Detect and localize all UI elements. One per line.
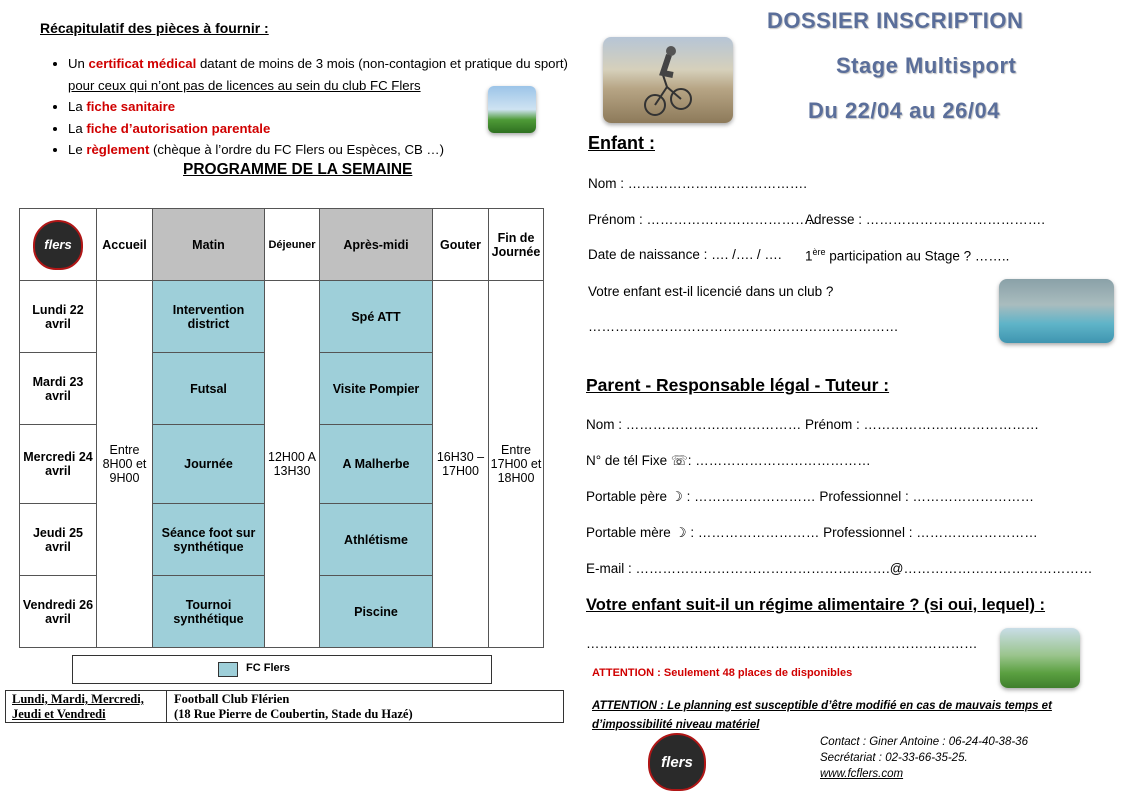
matin-cell: Tournoi synthétique bbox=[153, 576, 265, 648]
divider bbox=[166, 691, 167, 722]
footer-club bbox=[174, 692, 554, 722]
parent-heading: Parent - Responsable légal - Tuteur : bbox=[586, 375, 890, 395]
day-cell: Mardi 23 avril bbox=[20, 353, 97, 425]
header-accueil: Accueil bbox=[97, 209, 153, 281]
contact-text: Contact : Giner Antoine : 06-24-40-38-36 bbox=[820, 736, 1028, 748]
legend-label: FC Flers bbox=[246, 662, 291, 674]
participation-field[interactable]: 1ère participation au Stage ? …….. bbox=[805, 247, 1010, 264]
day-cell: Mercredi 24 avril bbox=[20, 425, 97, 504]
matin-cell: Futsal bbox=[153, 353, 265, 425]
apres-midi-cell: Athlétisme bbox=[320, 504, 433, 576]
day-cell: Lundi 22 avril bbox=[20, 281, 97, 353]
header-gouter: Gouter bbox=[433, 209, 489, 281]
secretariat-text: Secrétariat : 02-33-66-35-25. bbox=[820, 752, 968, 764]
licencie-question: Votre enfant est-il licencié dans un club ? bbox=[588, 284, 834, 299]
cyclist-icon bbox=[603, 37, 733, 123]
licencie-answer-field[interactable]: …………………………………………………………… bbox=[588, 319, 899, 334]
website-link[interactable]: www.fcflers.com bbox=[820, 768, 904, 780]
apres-midi-cell: Piscine bbox=[320, 576, 433, 648]
apres-midi-cell: A Malherbe bbox=[320, 425, 433, 504]
email-field[interactable]: E-mail : …………………………………………..…….@…………………………………… bbox=[586, 561, 1093, 576]
portable-mere-field[interactable]: Portable mère ☽ : ……………………… Professionnel : ……………………… bbox=[586, 525, 1038, 540]
header-dejeuner: Déjeuner bbox=[265, 209, 320, 281]
dejeuner-cell: 12H00 A 13H30 bbox=[265, 281, 320, 648]
fin-cell: Entre 17H00 et 18H00 bbox=[489, 281, 544, 648]
header-fin-journee: Fin de Journée bbox=[489, 209, 544, 281]
dossier-title: DOSSIER INSCRIPTION bbox=[767, 8, 1024, 33]
gouter-cell: 16H30 – 17H00 bbox=[433, 281, 489, 648]
day-cell: Jeudi 25 avril bbox=[20, 504, 97, 576]
club-logo-cell bbox=[20, 209, 97, 281]
enfant-prenom-field[interactable]: Prénom : ……………………………….. bbox=[588, 212, 817, 227]
date-naissance-field[interactable]: Date de naissance : …. /…. / …. bbox=[588, 247, 782, 262]
table-row bbox=[20, 281, 544, 353]
stage-title: Stage Multisport bbox=[836, 53, 1017, 78]
footer-days: Lundi, Mardi, Mercredi, Jeudi et Vendredi bbox=[12, 692, 144, 721]
soccer-ball-photo bbox=[488, 86, 536, 133]
club-name: Football Club Flérien bbox=[174, 692, 290, 706]
parent-nom-prenom-field[interactable]: Nom : ………………………………… Prénom : ………………………………… bbox=[586, 417, 1040, 432]
regime-answer-field[interactable]: …………………………………………………………………………… bbox=[586, 636, 978, 651]
table-header-row bbox=[20, 209, 544, 281]
piece-item-certificat: • Un certificat médical datant de moins de 3 mois (non-contagion et pratique du sport) pour ceux qui n’ont pas de licences au sein du club FC Flers bbox=[68, 53, 568, 96]
portable-pere-field[interactable]: Portable père ☽ : ……………………… Professionnel : ……………………… bbox=[586, 489, 1034, 504]
piece-item-reglement: • Le règlement (chèque à l’ordre du FC Flers ou Espèces, CB …) bbox=[68, 139, 568, 161]
attention-places: ATTENTION : Seulement 48 places de disponibles bbox=[592, 667, 853, 679]
header-matin: Matin bbox=[153, 209, 265, 281]
attention-planning: ATTENTION : Le planning est susceptible d’être modifié en cas de mauvais temps et d’impossibilité niveau matériel bbox=[592, 700, 1052, 731]
fc-flers-logo: flers bbox=[33, 220, 83, 270]
day-cell: Vendredi 26 avril bbox=[20, 576, 97, 648]
enfant-heading: Enfant : bbox=[588, 133, 655, 153]
dates-title: Du 22/04 au 26/04 bbox=[808, 98, 1000, 123]
club-address: (18 Rue Pierre de Coubertin, Stade du Hazé) bbox=[174, 707, 413, 721]
matin-cell: Séance foot sur synthétique bbox=[153, 504, 265, 576]
programme-title: PROGRAMME DE LA SEMAINE bbox=[183, 161, 413, 178]
tel-fixe-field[interactable]: N° de tél Fixe ☏: ………………………………… bbox=[586, 453, 871, 468]
enfant-nom-field[interactable]: Nom : …………………………………. bbox=[588, 176, 808, 191]
accueil-cell: Entre 8H00 et 9H00 bbox=[97, 281, 153, 648]
club-info-box bbox=[5, 690, 564, 723]
regime-heading: Votre enfant suit-il un régime alimentaire ? (si oui, lequel) : bbox=[586, 596, 1046, 614]
matin-cell: Journée bbox=[153, 425, 265, 504]
legend bbox=[72, 655, 492, 684]
pieces-title: Récapitulatif des pièces à fournir : bbox=[40, 20, 269, 36]
sports-field-photo bbox=[1000, 628, 1080, 688]
matin-cell: Intervention district bbox=[153, 281, 265, 353]
enfant-adresse-field[interactable]: Adresse : …………………………………. bbox=[805, 212, 1046, 227]
legend-swatch bbox=[218, 662, 238, 677]
piece-item-fiche-sanitaire: • La fiche sanitaire bbox=[68, 96, 568, 118]
schedule-table bbox=[19, 208, 544, 648]
pool-photo bbox=[999, 279, 1114, 343]
bike-photo bbox=[603, 37, 733, 123]
fc-flers-logo: flers bbox=[648, 733, 706, 791]
piece-item-autorisation: • La fiche d’autorisation parentale bbox=[68, 118, 568, 140]
apres-midi-cell: Spé ATT bbox=[320, 281, 433, 353]
contacts bbox=[820, 734, 1028, 782]
header-apres-midi: Après-midi bbox=[320, 209, 433, 281]
apres-midi-cell: Visite Pompier bbox=[320, 353, 433, 425]
